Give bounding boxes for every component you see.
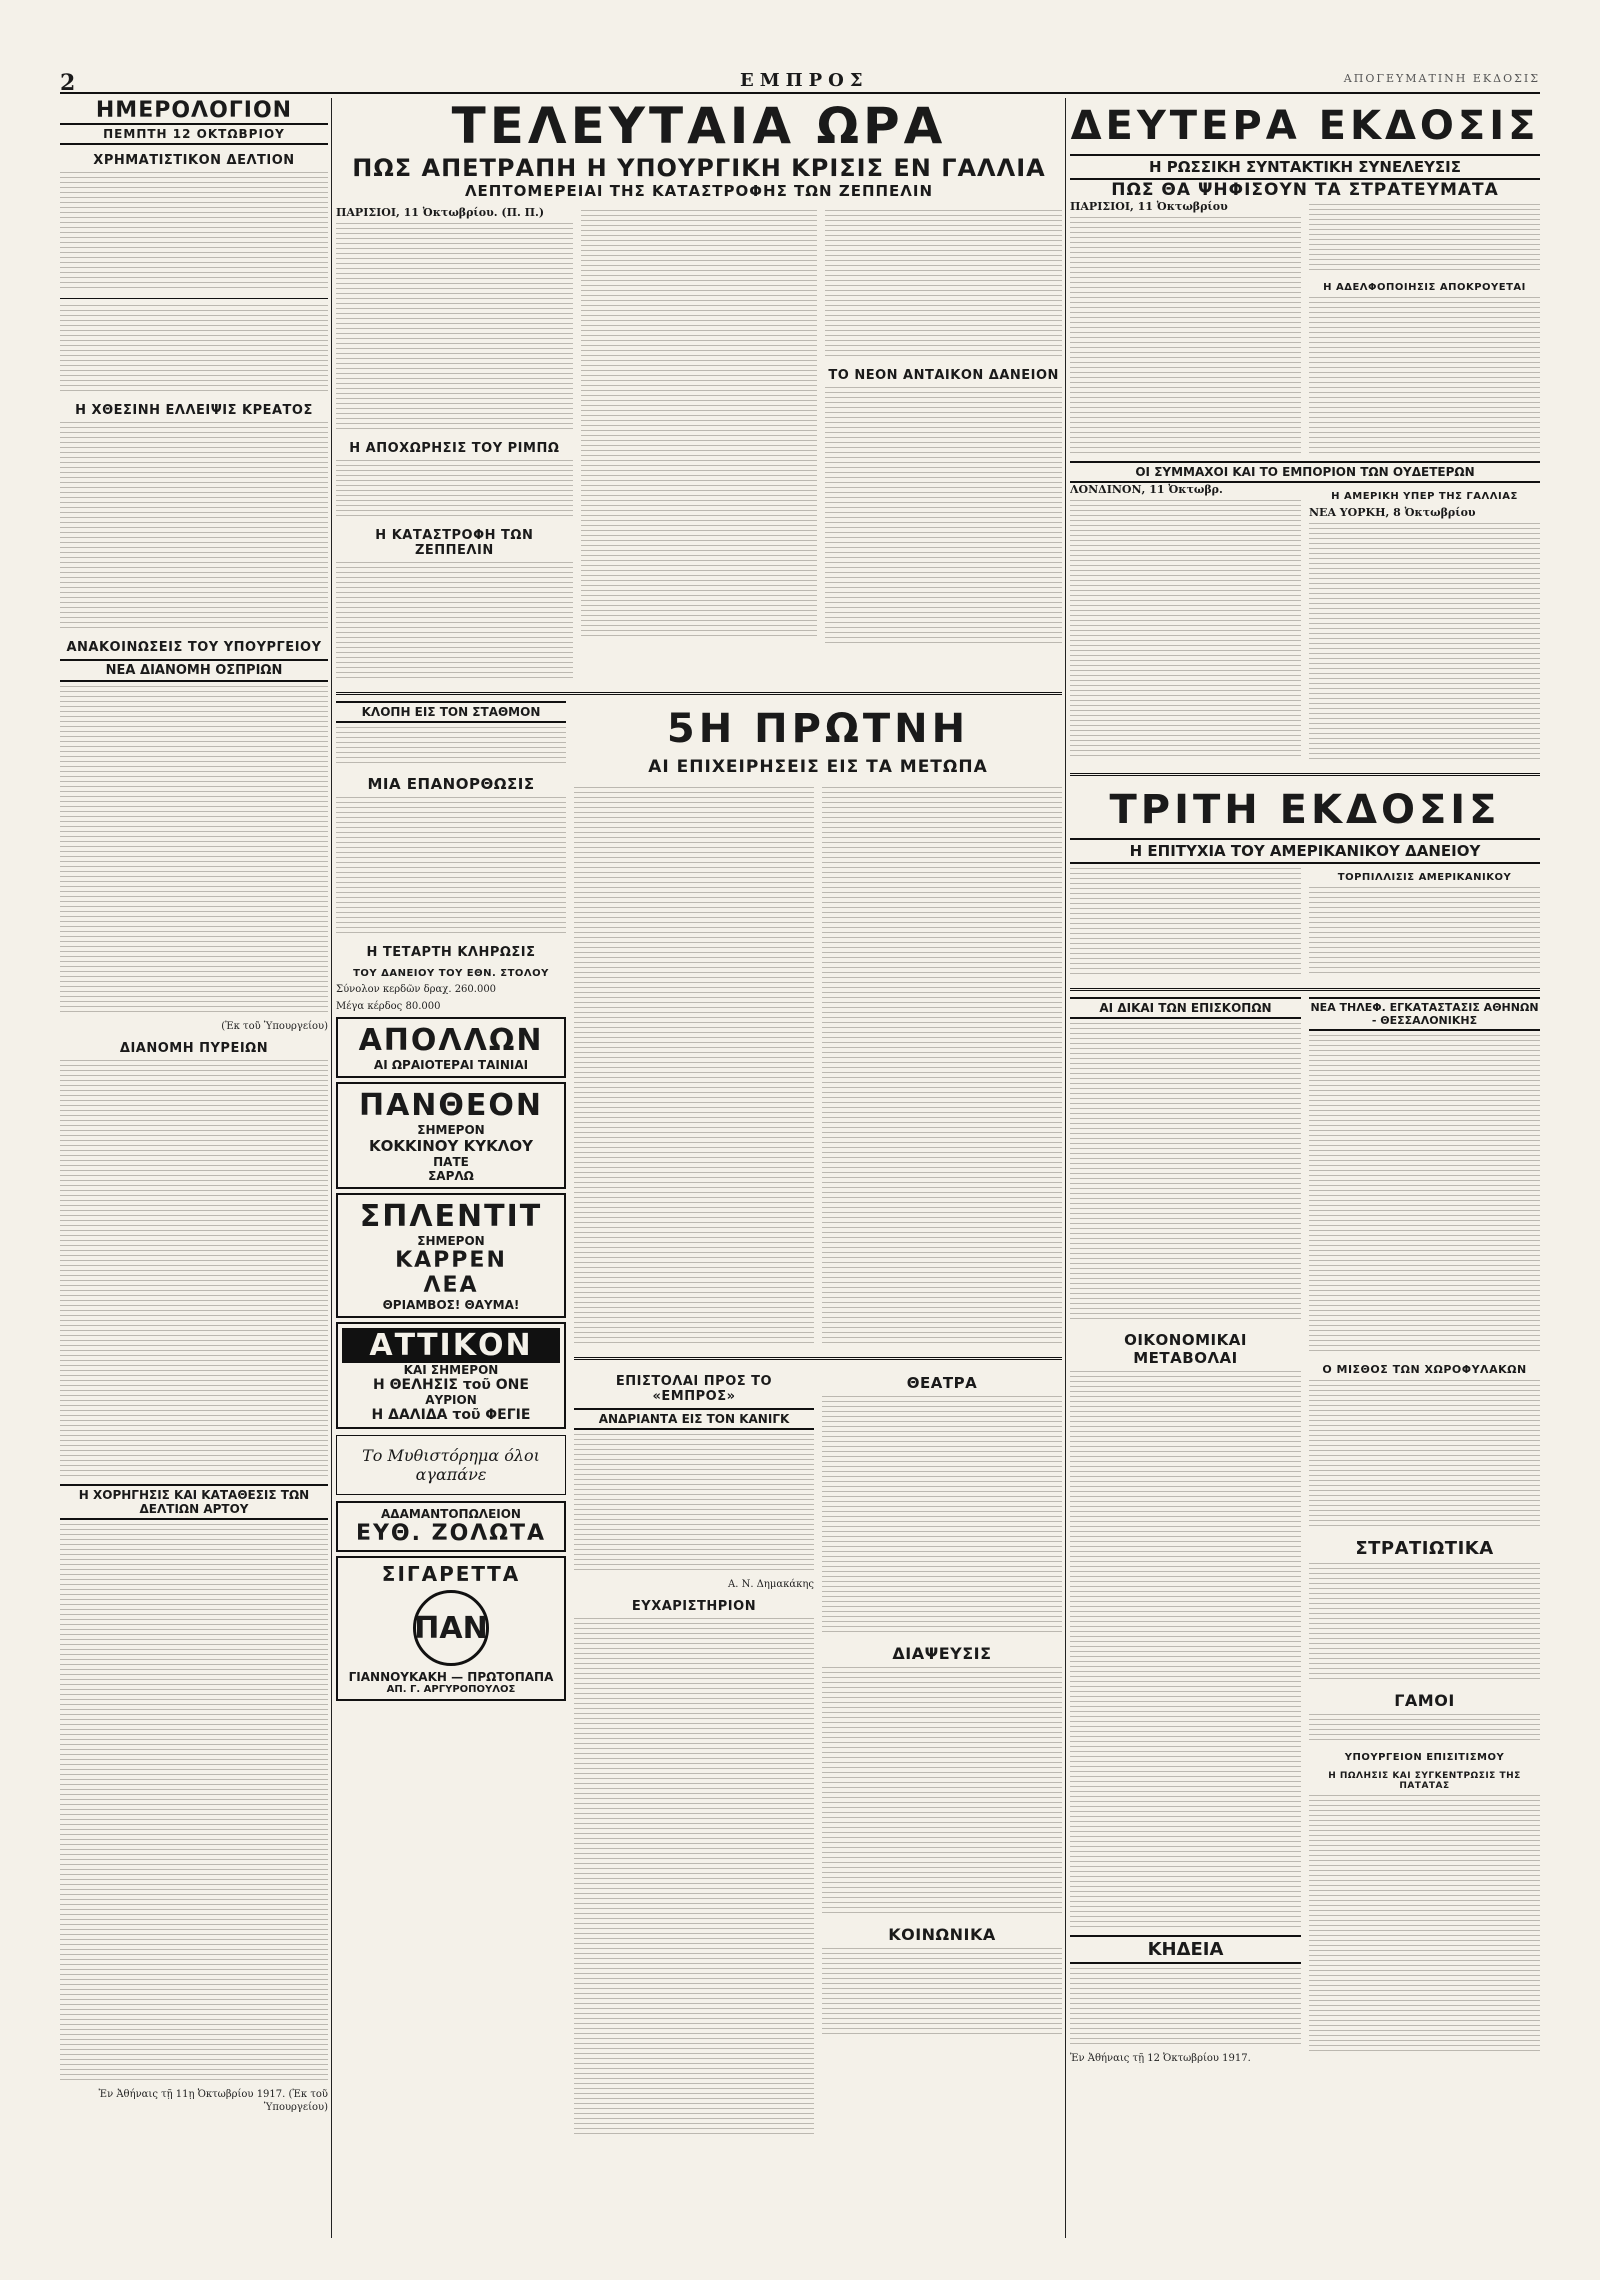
lottery-total: Σύνολον κερδῶν δραχ. 260.000 xyxy=(336,984,497,995)
text-block xyxy=(336,223,573,433)
bread-cards-title: Η ΧΟΡΗΓΗΣΙΣ ΚΑΙ ΚΑΤΑΘΕΣΙΣ ΤΩΝ ΔΕΛΤΙΩΝ ΑΡΤΟΥ xyxy=(60,1484,328,1520)
russian-assembly-title: Η ΡΩΣΣΙΚΗ ΣΥΝΤΑΚΤΙΚΗ ΣΥΝΕΛΕΥΣΙΣ xyxy=(1070,154,1540,180)
text-block xyxy=(1070,1023,1301,1323)
matches-distribution-title: ΔΙΑΝΟΜΗ ΠΥΡΕΙΩΝ xyxy=(119,1041,269,1056)
text-block xyxy=(336,562,573,682)
text-block xyxy=(822,787,1062,1347)
america-title: Η ΑΜΕΡΙΚΗ ΥΠΕΡ ΤΗΣ ΓΑΛΛΙΑΣ xyxy=(1331,491,1518,502)
divider xyxy=(574,1357,1062,1360)
divider xyxy=(1070,988,1540,991)
bishops-title: ΑΙ ΔΙΚΑΙ ΤΩΝ ΕΠΙΣΚΟΠΩΝ xyxy=(1070,997,1301,1019)
text-block xyxy=(1070,217,1301,457)
text-block xyxy=(1309,523,1540,763)
ad-jeweler: ΑΔΑΜΑΝΤΟΠΩΛΕΙΟΝ ΕΥΘ. ΖΟΛΩΤΑ xyxy=(336,1501,566,1552)
column-rule xyxy=(1065,98,1066,2238)
text-block xyxy=(1309,1035,1540,1355)
ad-apollon: ΑΠΟΛΛΩΝ ΑΙ ΩΡΑΙΟΤΕΡΑΙ ΤΑΙΝΙΑΙ xyxy=(336,1017,566,1078)
loan-title: ΤΟ ΝΕΟΝ ΑΝΤΑΙΚΟΝ ΔΑΝΕΙΟΝ xyxy=(828,368,1059,383)
lottery-max: Μέγα κέρδος 80.000 xyxy=(336,1001,441,1012)
signature: (Ἐκ τοῦ Ὑπουργείου) xyxy=(221,1021,328,1032)
weddings-title: ΓΑΜΟΙ xyxy=(1394,1691,1455,1710)
text-block xyxy=(822,1948,1062,2038)
soldiers-vote-title: ΠΩΣ ΘΑ ΨΗΦΙΣΟΥΝ ΤΑ ΣΤΡΑΤΕΥΜΑΤΑ xyxy=(1111,180,1499,200)
middle-columns xyxy=(336,98,1062,2238)
ministry-notices-title: ΑΝΑΚΟΙΝΩΣΕΙΣ ΤΟΥ ΥΠΟΥΡΓΕΙΟΥ xyxy=(66,640,322,655)
text-block xyxy=(825,387,1062,647)
calendar-date: ΠΕΜΠΤΗ 12 ΟΚΤΩΒΡΙΟΥ xyxy=(60,125,328,145)
third-edition-headline: ΤΡΙΤΗ ΕΚΔΟΣΙΣ xyxy=(1109,787,1501,833)
text-block xyxy=(1309,1380,1540,1530)
social-title: ΚΟΙΝΩΝΙΚΑ xyxy=(888,1925,996,1944)
text-block xyxy=(60,1524,328,2084)
hour5-headline: 5Η ΠΡΩΤΝΗ xyxy=(666,706,970,752)
text-block xyxy=(60,172,328,292)
american-loan-title: Η ΕΠΙΤΥΧΙΑ ΤΟΥ ΑΜΕΡΙΚΑΝΙΚΟΥ ΔΑΝΕΙΟΥ xyxy=(1070,838,1540,864)
text-block xyxy=(1309,1714,1540,1744)
signature: Ἐν Ἀθήναις τῇ 11ῃ Ὀκτωβρίου 1917. (Ἐκ τοῦ Ὑπουργείου) xyxy=(98,2089,328,2113)
text-block xyxy=(1070,1968,1301,2048)
theatres-title: ΘΕΑΤΡΑ xyxy=(906,1374,978,1392)
divider xyxy=(1070,773,1540,776)
text-block xyxy=(60,305,328,395)
left-column xyxy=(60,98,328,2238)
funeral-date: Ἐν Ἀθήναις τῇ 12 Ὀκτωβρίου 1917. xyxy=(1070,2053,1251,2064)
masthead xyxy=(60,70,1540,94)
text-block xyxy=(574,1434,814,1574)
dateline: ΠΑΡΙΣΙΟΙ, 11 Ὀκτωβρίου xyxy=(1070,200,1228,213)
stock-bulletin-title: ΧΡΗΜΑΤΙΣΤΙΚΟΝ ΔΕΛΤΙΟΝ xyxy=(93,153,295,168)
meat-shortage-title: Η ΧΘΕΣΙΝΗ ΕΛΛΕΙΨΙΣ ΚΡΕΑΤΟΣ xyxy=(75,403,313,418)
gendarmes-wage-title: Ο ΜΙΣΘΟΣ ΤΩΝ ΧΩΡΟΦΥΛΑΚΩΝ xyxy=(1322,1363,1527,1376)
hour5-subheadline: ΑΙ ΕΠΙΧΕΙΡΗΣΕΙΣ ΕΙΣ ΤΑ ΜΕΤΩΠΑ xyxy=(648,757,988,777)
text-block xyxy=(1309,1563,1540,1683)
text-block xyxy=(336,797,566,937)
text-block xyxy=(1309,887,1540,977)
calendar-title: ΗΜΕΡΟΛΟΓΙΟΝ xyxy=(60,98,328,125)
text-block xyxy=(60,1060,328,1480)
right-columns xyxy=(1070,98,1540,2238)
ribot-title: Η ΑΠΟΧΩΡΗΣΙΣ ΤΟΥ ΡΙΜΠΩ xyxy=(349,441,560,456)
ad-cigarette: ΣΙΓΑΡΕΤΤΑ ΠΑΝ ΓΙΑΝΝΟΥΚΑΚΗ — ΠΡΩΤΟΠΑΠΑ ΑΠ. Γ. ΑΡΓΥΡΟΠΟΥΛΟΣ xyxy=(336,1556,566,1701)
page-number: 2 xyxy=(60,70,76,96)
text-block xyxy=(825,210,1062,360)
text-block xyxy=(1309,1795,1540,2055)
text-block xyxy=(1070,1371,1301,1931)
edition-label: ΑΠΟΓΕΥΜΑΤΙΝΗ ΕΚΔΟΣΙΣ xyxy=(1343,72,1540,85)
text-block xyxy=(822,1396,1062,1636)
second-edition-headline: ΔΕΥΤΕΡΑ ΕΚΔΟΣΙΣ xyxy=(1070,103,1540,149)
dateline: ΠΑΡΙΣΙΟΙ, 11 Ὀκτωβρίου. (Π. Π.) xyxy=(336,206,545,219)
main-headline: ΤΕΛΕΥΤΑΙΑ ΩΡΑ xyxy=(451,98,947,155)
theft-title: ΚΛΟΠΗ ΕΙΣ ΤΟΝ ΣΤΑΘΜΟΝ xyxy=(336,701,566,723)
french-crisis-headline: ΠΩΣ ΑΠΕΤΡΑΠΗ Η ΥΠΟΥΡΓΙΚΗ ΚΡΙΣΙΣ ΕΝ ΓΑΛΛΙΑ xyxy=(352,154,1046,182)
telephone-title: ΝΕΑ ΤΗΛΕΦ. ΕΓΚΑΤΑΣΤΑΣΙΣ ΑΘΗΝΩΝ - ΘΕΣΣΑΛΟΝΙΚΗΣ xyxy=(1309,997,1540,1031)
lottery-subtitle: ΤΟΥ ΔΑΝΕΙΟΥ ΤΟΥ ΕΘΝ. ΣΤΟΛΟΥ xyxy=(353,968,549,979)
torpedo-title: ΤΟΡΠΙΛΛΙΣΙΣ ΑΜΕΡΙΚΑΝΙΚΟΥ xyxy=(1337,872,1512,883)
letter-signature: Α. Ν. Δημακάκης xyxy=(728,1579,814,1590)
text-block xyxy=(336,460,573,520)
lottery-title: Η ΤΕΤΑΡΤΗ ΚΛΗΡΩΣΙΣ xyxy=(366,945,536,960)
text-block xyxy=(60,686,328,1016)
finance-title: ΟΙΚΟΝΟΜΙΚΑΙ ΜΕΤΑΒΟΛΑΙ xyxy=(1124,1331,1247,1367)
zeppelin-subtitle: Η ΚΑΤΑΣΤΡΟΦΗ ΤΩΝ ΖΕΠΠΕΛΙΝ xyxy=(375,528,534,558)
text-block xyxy=(574,1618,814,2138)
letters-subtitle: ΑΝΔΡΙΑΝΤΑ ΕΙΣ ΤΟΝ ΚΑΝΙΓΚ xyxy=(574,1408,814,1430)
dateline: ΝΕΑ ΥΟΡΚΗ, 8 Ὀκτωβρίου xyxy=(1309,506,1476,519)
text-block xyxy=(822,1667,1062,1917)
ad-splendit: ΣΠΛΕΝΤΙΤ ΣΗΜΕΡΟΝ ΚΑΡΡΕΝ ΛΕΑ ΘΡΙΑΜΒΟΣ! ΘΑΥΜΑ! xyxy=(336,1193,566,1318)
dateline: ΛΟΝΔΙΝΟΝ, 11 Ὀκτωβρ. xyxy=(1070,483,1223,496)
divider xyxy=(336,692,1062,695)
paper-name: ΕΜΠΡΟΣ xyxy=(740,70,869,91)
denials-title: ΔΙΑΨΕΥΣΙΣ xyxy=(892,1644,992,1663)
pulses-distribution-title: ΝΕΑ ΔΙΑΝΟΜΗ ΟΣΠΡΙΩΝ xyxy=(60,659,328,682)
letters-title: ΕΠΙΣΤΟΛΑΙ ΠΡΟΣ ΤΟ «ΕΜΠΡΟΣ» xyxy=(615,1374,773,1404)
divider xyxy=(60,298,328,299)
ad-pantheon: ΠΑΝΘΕΟΝ ΣΗΜΕΡΟΝ ΚΟΚΚΙΝΟΥ ΚΥΚΛΟΥ ΠΑΤΕ ΣΑΡΛΩ xyxy=(336,1082,566,1189)
text-block xyxy=(1070,500,1301,760)
zeppelin-headline: ΛΕΠΤΟΜΕΡΕΙΑΙ ΤΗΣ ΚΑΤΑΣΤΡΟΦΗΣ ΤΩΝ ΖΕΠΠΕΛΙΝ xyxy=(464,182,934,200)
text-block xyxy=(581,210,818,640)
column-rule xyxy=(331,98,332,2238)
text-block xyxy=(1309,204,1540,274)
thanks-title: ΕΥΧΑΡΙΣΤΗΡΙΟΝ xyxy=(631,1599,757,1614)
ad-attikon: ΑΤΤΙΚΟΝ ΚΑΙ ΣΗΜΕΡΟΝ Η ΘΕΛΗΣΙΣ τοῦ ΟΝΕ ΑΥΡΙΟΝ Η ΔΑΛΙΔΑ τοῦ ΦΕΓΙΕ xyxy=(336,1322,566,1429)
cigarette-logo-icon: ΠΑΝ xyxy=(413,1590,489,1666)
text-block xyxy=(60,422,328,632)
potato-title: Η ΠΩΛΗΣΙΣ ΚΑΙ ΣΥΓΚΕΝΤΡΩΣΙΣ ΤΗΣ ΠΑΤΑΤΑΣ xyxy=(1328,1771,1521,1791)
text-block xyxy=(574,787,814,1347)
brotherhood-title: Η ΑΔΕΛΦΟΠΟΙΗΣΙΣ ΑΠΟΚΡΟΥΕΤΑΙ xyxy=(1323,282,1526,293)
text-block xyxy=(1070,868,1301,978)
military-title: ΣΤΡΑΤΙΩΤΙΚΑ xyxy=(1355,1538,1494,1559)
supply-ministry-title: ΥΠΟΥΡΓΕΙΟΝ ΕΠΙΣΙΤΙΣΜΟΥ xyxy=(1344,1752,1505,1763)
funeral-title: ΚΗΔΕΙΑ xyxy=(1070,1935,1301,1964)
correction-title: ΜΙΑ ΕΠΑΝΟΡΘΩΣΙΣ xyxy=(367,775,535,793)
text-block xyxy=(336,727,566,767)
allies-trade-title: ΟΙ ΣΥΜΜΑΧΟΙ ΚΑΙ ΤΟ ΕΜΠΟΡΙΟΝ ΤΩΝ ΟΥΔΕΤΕΡΩΝ xyxy=(1070,461,1540,483)
text-block xyxy=(1309,297,1540,457)
ad-handwritten: Το Μυθιστόρημα όλοι αγαπάνε xyxy=(336,1435,566,1495)
